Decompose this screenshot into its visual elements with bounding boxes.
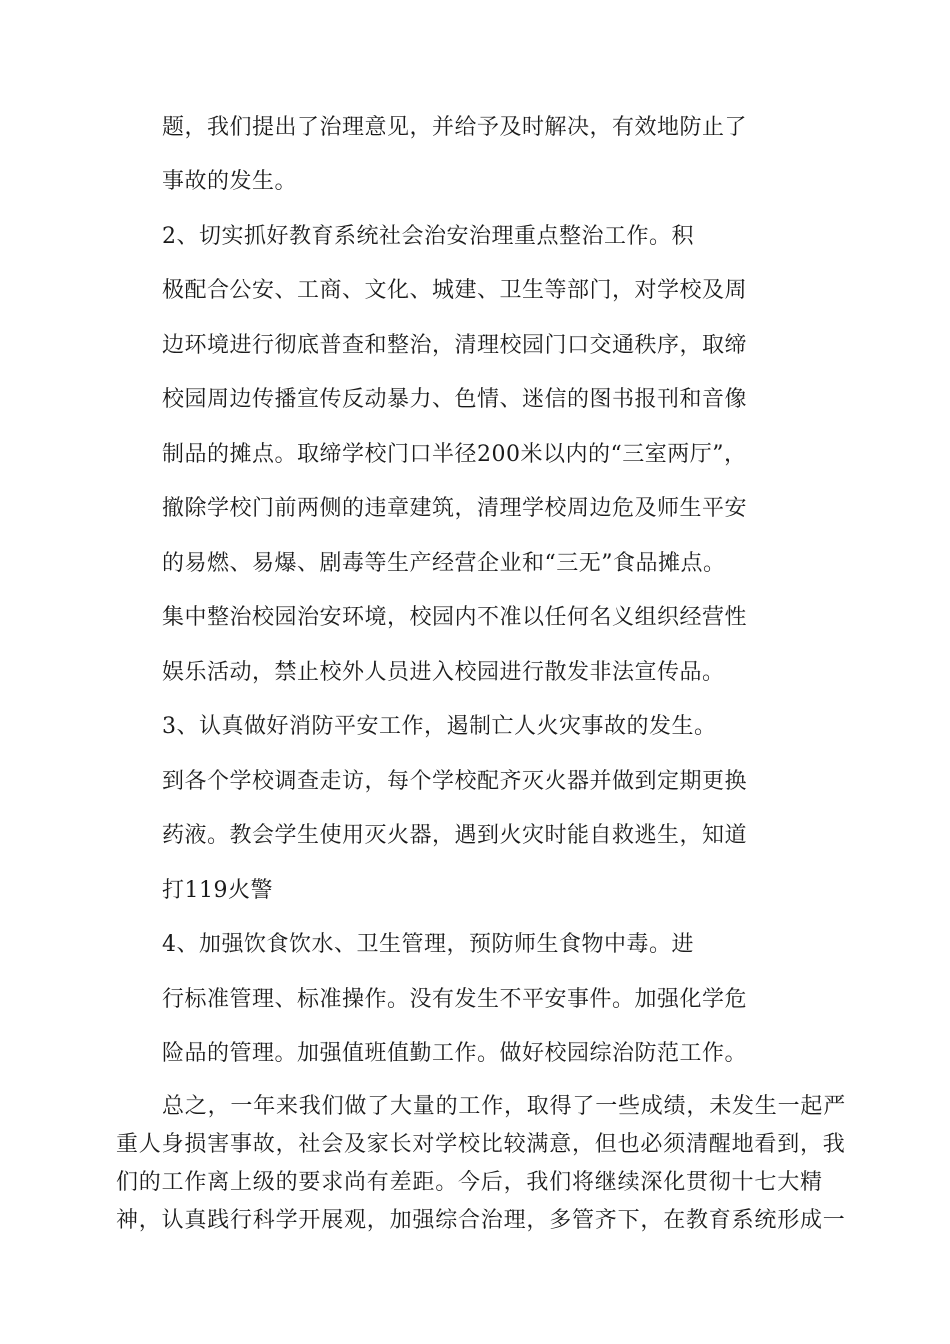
summary-line: 们的工作离上级的要求尚有差距。今后，我们将继续深化贯彻十七大精 <box>116 1170 823 1195</box>
text-line: 3、认真做好消防平安工作，遏制亡人火灾事故的发生。 <box>162 714 717 739</box>
summary-line: 神，认真践行科学开展观，加强综合治理，多管齐下，在教育系统形成一 <box>116 1208 846 1233</box>
text-line: 制品的摊点。取缔学校门口半径200米以内的“三室两厅”， <box>162 442 747 467</box>
text-line: 校园周边传播宣传反动暴力、色情、迷信的图书报刊和音像 <box>162 387 748 412</box>
text-line: 到各个学校调查走访，每个学校配齐灭火器并做到定期更换 <box>162 769 748 794</box>
text-line: 撤除学校门前两侧的违章建筑，清理学校周边危及师生平安 <box>162 496 748 521</box>
summary-paragraph <box>116 1088 847 1240</box>
text-line: 的易燃、易爆、剧毒等生产经营企业和“三无”食品摊点。 <box>162 551 726 576</box>
text-line: 4、加强饮食饮水、卫生管理，预防师生食物中毒。进 <box>162 932 694 957</box>
text-line: 娱乐活动，禁止校外人员进入校园进行散发非法宣传品。 <box>162 660 725 685</box>
summary-line: 总之，一年来我们做了大量的工作，取得了一些成绩，未发生一起严 <box>162 1094 847 1119</box>
text-line: 打119火警 <box>162 878 273 903</box>
text-line: 事故的发生。 <box>162 169 298 194</box>
text-line: 集中整治校园治安环境，校园内不准以任何名义组织经营性 <box>162 605 748 630</box>
text-line: 题，我们提出了治理意见，并给予及时解决，有效地防止了 <box>162 115 748 140</box>
summary-line: 重人身损害事故，社会及家长对学校比较满意，但也必须清醒地看到，我 <box>116 1132 846 1157</box>
text-line: 边环境进行彻底普查和整治，清理校园门口交通秩序，取缔 <box>162 333 748 358</box>
text-line: 险品的管理。加强值班值勤工作。做好校园综治防范工作。 <box>162 1041 748 1066</box>
text-line: 2、切实抓好教育系统社会治安治理重点整治工作。积 <box>162 224 694 249</box>
text-line: 行标准管理、标准操作。没有发生不平安事件。加强化学危 <box>162 987 748 1012</box>
text-line: 极配合公安、工商、文化、城建、卫生等部门，对学校及周 <box>162 278 748 303</box>
text-line: 药液。教会学生使用灭火器，遇到火灾时能自救逃生，知道 <box>162 823 748 848</box>
